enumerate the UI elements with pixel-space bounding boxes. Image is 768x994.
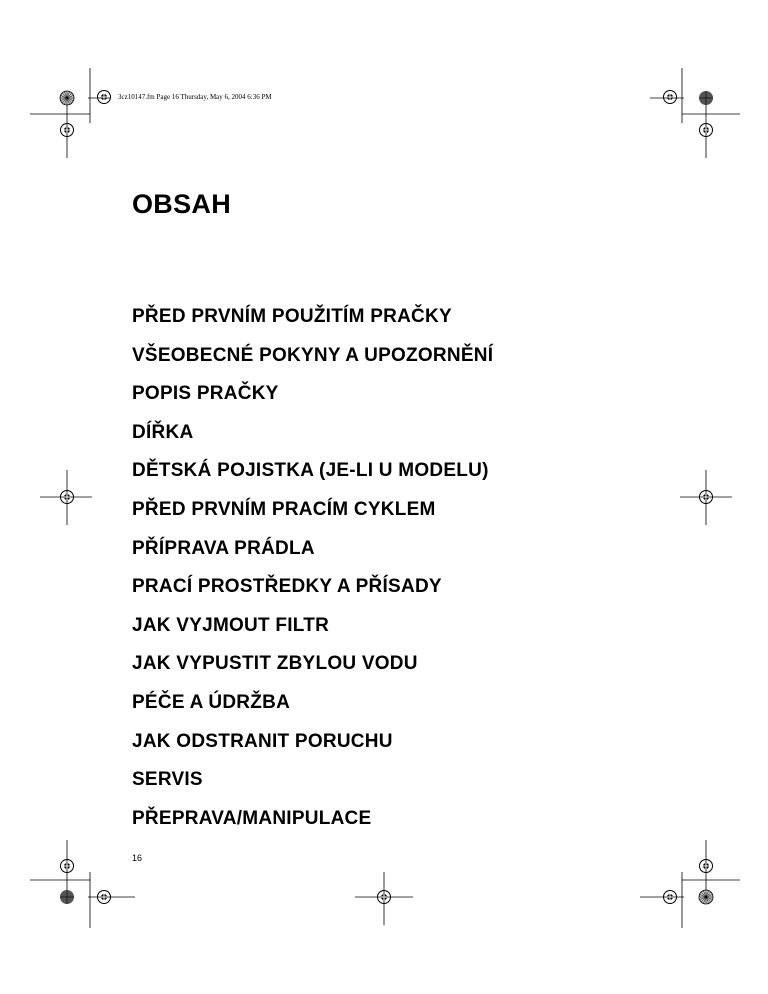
crop-mark-bottom-right — [640, 840, 740, 928]
crop-mark-top-right — [650, 68, 740, 158]
page-number: 16 — [132, 853, 143, 863]
toc-item: JAK ODSTRANIT PORUCHU — [132, 730, 393, 752]
crop-mark-top-left — [30, 68, 110, 158]
toc-item: PÉČE A ÚDRŽBA — [132, 691, 291, 713]
toc-item: VŠEOBECNÉ POKYNY A UPOZORNĚNÍ — [132, 344, 494, 366]
print-file-info: 3cz10147.fm Page 16 Thursday, May 6, 2004 6:36 PM — [118, 93, 272, 101]
color-target-icon — [60, 91, 74, 105]
toc-item: PŘED PRVNÍM POUŽITÍM PRAČKY — [132, 306, 452, 327]
crop-mark-bottom-left — [30, 840, 135, 928]
color-target-icon — [699, 890, 713, 904]
toc-item: DĚTSKÁ POJISTKA (JE-LI U MODELU) — [132, 460, 489, 482]
toc-item: DÍŘKA — [132, 421, 194, 443]
toc-item: JAK VYPUSTIT ZBYLOU VODU — [132, 653, 418, 675]
toc-item: PŘEPRAVA/MANIPULACE — [132, 807, 372, 829]
page-title: OBSAH — [132, 189, 232, 219]
toc-item: POPIS PRAČKY — [132, 383, 279, 405]
toc-item: SERVIS — [132, 769, 203, 791]
toc-item: JAK VYJMOUT FILTR — [132, 614, 330, 636]
toc-item: PŘED PRVNÍM PRACÍM CYKLEM — [132, 498, 436, 520]
registration-mark-icon — [98, 91, 111, 104]
color-target-icon — [699, 91, 713, 105]
color-target-icon — [60, 890, 74, 904]
toc-item: PRACÍ PROSTŘEDKY A PŘÍSADY — [132, 576, 442, 598]
table-of-contents — [132, 305, 493, 845]
toc-item: PŘÍPRAVA PRÁDLA — [132, 537, 315, 559]
registration-mark-icon — [664, 91, 677, 104]
